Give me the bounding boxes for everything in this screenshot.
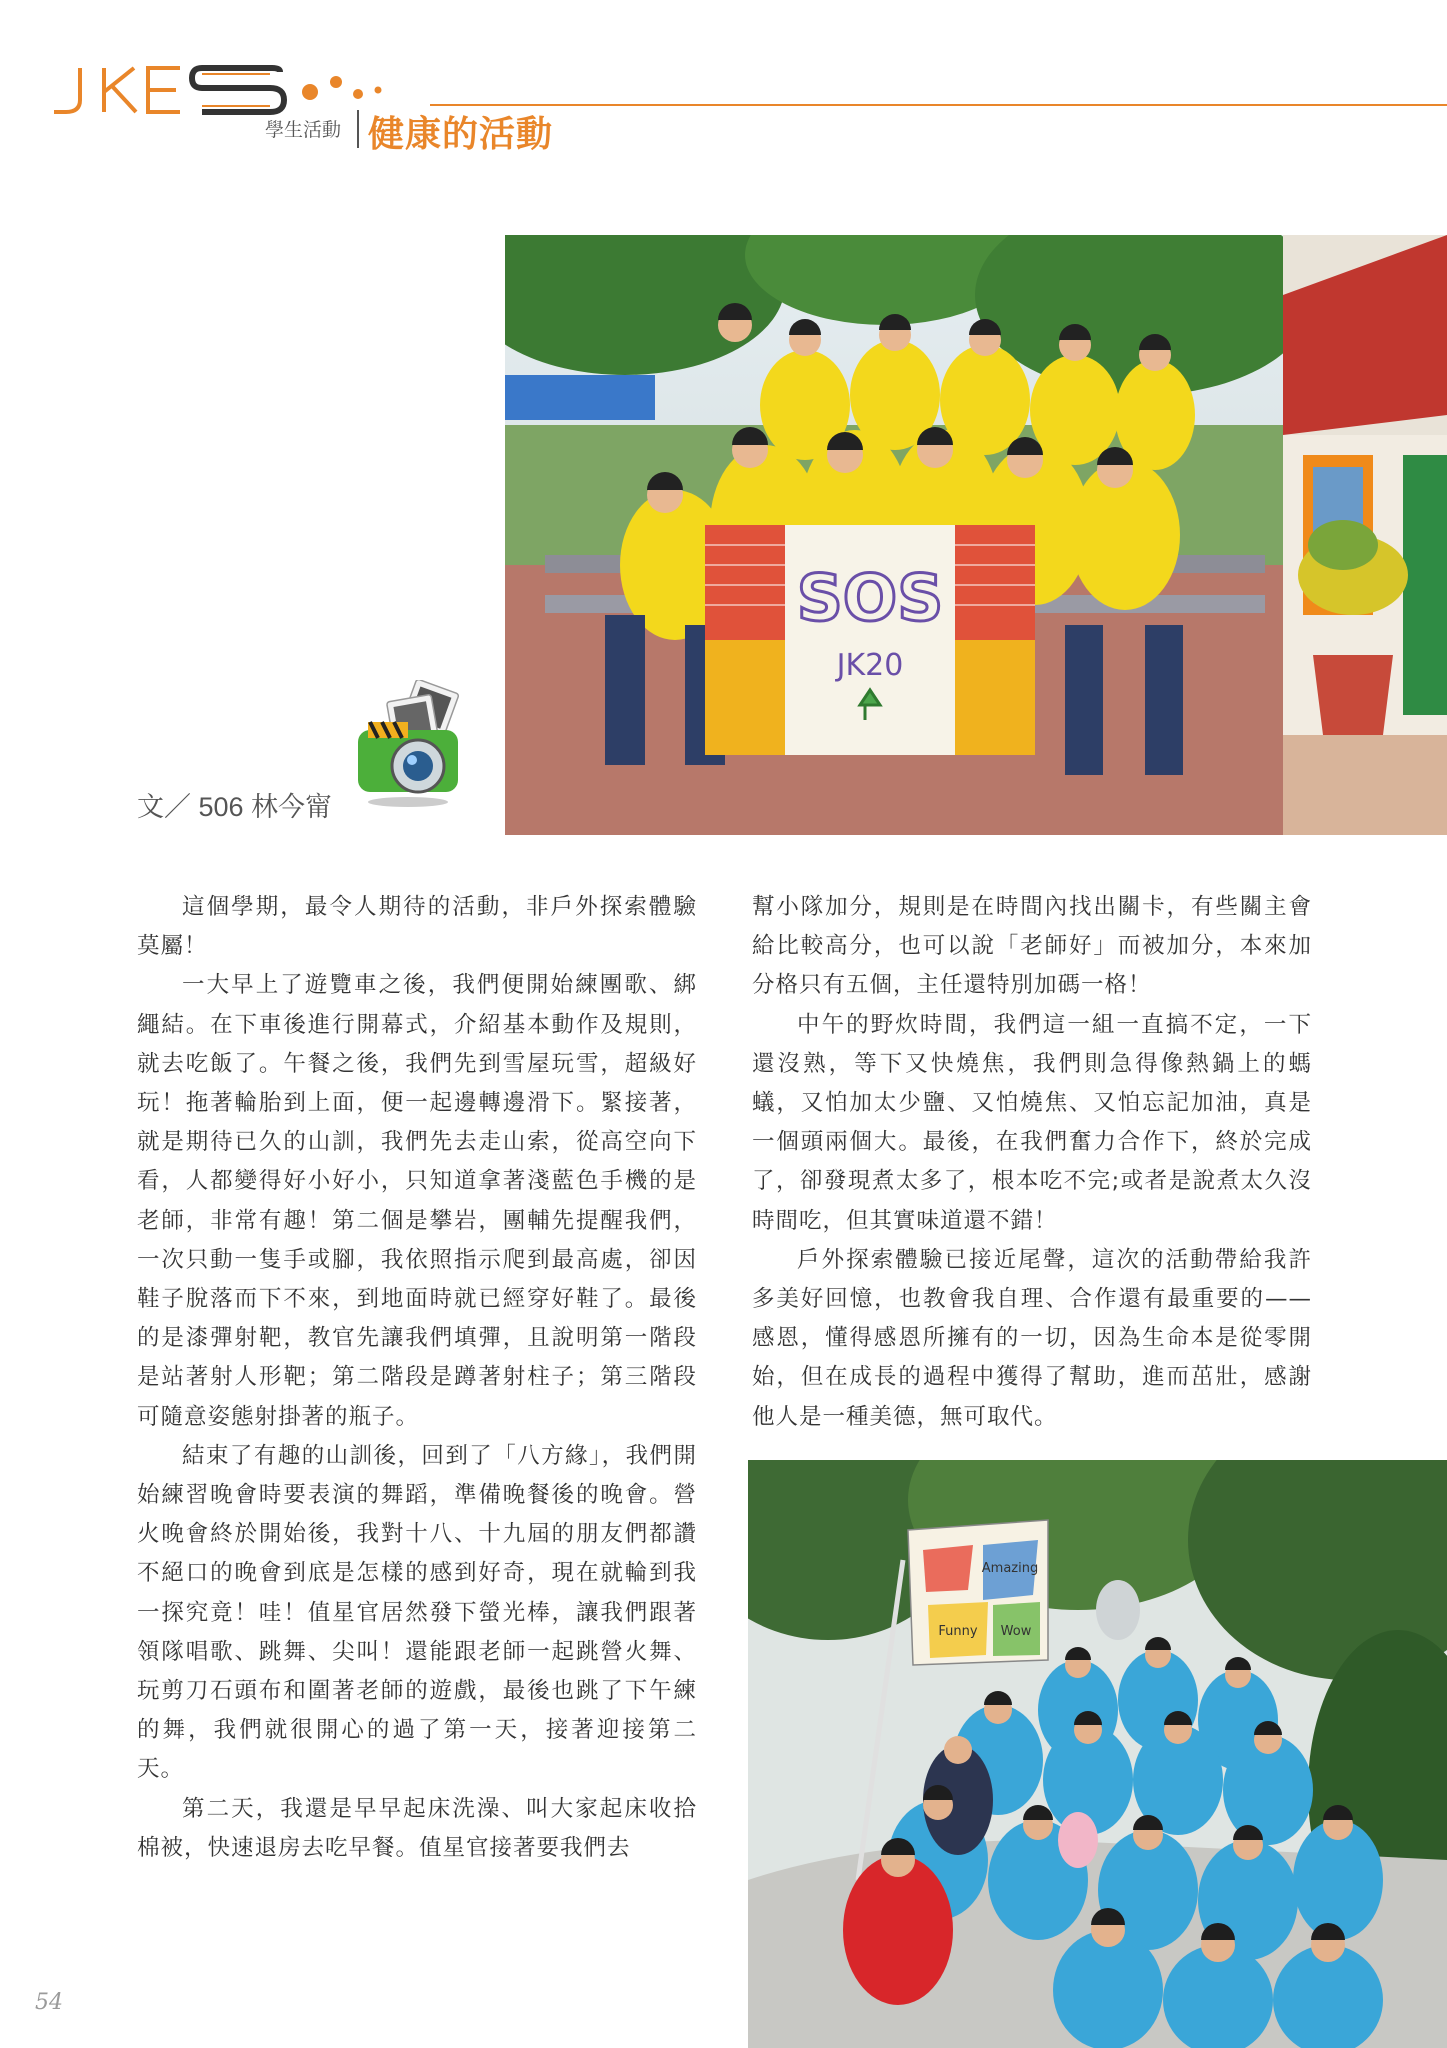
- section-category: 學生活動: [265, 120, 342, 141]
- article-column-right: [752, 888, 1312, 1437]
- paragraph: 戶外探索體驗已接近尾聲，這次的活動帶給我許多美好回憶，也教會我自理、合作還有最重要的——感恩，懂得感恩所擁有的一切，因為生命本是從零開始，但在成長的過程中獲得了幫助，進而茁壯，感謝他人是一種美德，無可取代。: [752, 1246, 1312, 1430]
- paragraph: 結束了有趣的山訓後，回到了「八方緣」，我們開始練習晚會時要表演的舞蹈，準備晚餐後的晚會。營火晚會終於開始後，我對十八、十九屆的朋友們都讚不絕口的晚會到底是怎樣的感到好奇，現在就輪到我一探究竟！哇！值星官居然發下螢光棒，讓我們跟著領隊唱歌、跳舞、尖叫！還能跟老師一起跳營火舞、玩剪刀石頭布和圍著老師的遊戲，最後也跳了下午練的舞，我們就很開心的過了第一天，接著迎接第二天。: [137, 1442, 697, 1783]
- group-photo-blue: [748, 1460, 1447, 2048]
- banner-text-sos: SOS: [796, 562, 944, 636]
- banner-text-jk20: JK20: [836, 648, 904, 683]
- camera-icon: [348, 680, 478, 814]
- paragraph: 中午的野炊時間，我們這一組一直搞不定，一下還沒熟，等下又快燒焦，我們則急得像熱鍋上的螞蟻，又怕加太少鹽、又怕燒焦、又怕忘記加油，真是一個頭兩個大。最後，在我們奮力合作下，終於完成了，卻發現煮太多了，根本吃不完;或者是說煮太久沒時間吃，但其實味道還不錯！: [752, 1011, 1312, 1234]
- paragraph: 一大早上了遊覽車之後，我們便開始練團歌、綁繩結。在下車後進行開幕式，介紹基本動作及規則，就去吃飯了。午餐之後，我們先到雪屋玩雪，超級好玩！拖著輪胎到上面，便一起邊轉邊滑下。緊接著，就是期待已久的山訓，我們先去走山索，從高空向下看，人都變得好小好小，只知道拿著淺藍色手機的是老師，非常有趣！第二個是攀岩，團輔先提醒我們，一次只動一隻手或腳，我依照指示爬到最高處，卻因鞋子脫落而下不來，到地面時就已經穿好鞋了。最後的是漆彈射靶，教官先讓我們填彈，且說明第一階段是站著射人形靶；第二階段是蹲著射柱子；第三階段可隨意姿態射掛著的瓶子。: [137, 972, 697, 1430]
- paragraph: 第二天，我還是早早起床洗澡、叫大家起床收拾棉被，快速退房去吃早餐。值星官接著要我們去: [137, 1795, 697, 1861]
- flag-word: Amazing: [981, 1561, 1039, 1576]
- page-title: 健康的活動: [368, 113, 554, 155]
- sos-banner: [705, 525, 1035, 755]
- section-divider: [357, 110, 359, 148]
- flag: [908, 1520, 1048, 1665]
- paragraph: 這個學期，最令人期待的活動，非戶外探索體驗莫屬！: [137, 894, 697, 960]
- author-byline: 文／ 506 林今甯: [137, 792, 333, 822]
- page-number: 54: [35, 1990, 63, 2015]
- paragraph: 幫小隊加分，規則是在時間內找出關卡，有些關主會給比較高分，也可以說「老師好」而被加分，本來加分格只有五個，主任還特別加碼一格！: [752, 894, 1312, 999]
- article-column-left: [137, 888, 697, 1868]
- flag-word: Funny: [938, 1624, 978, 1639]
- house-photo-edge: [1283, 235, 1447, 835]
- group-photo-yellow: [505, 235, 1283, 835]
- flag-word: Wow: [1000, 1624, 1032, 1639]
- header-rule: [430, 104, 1447, 106]
